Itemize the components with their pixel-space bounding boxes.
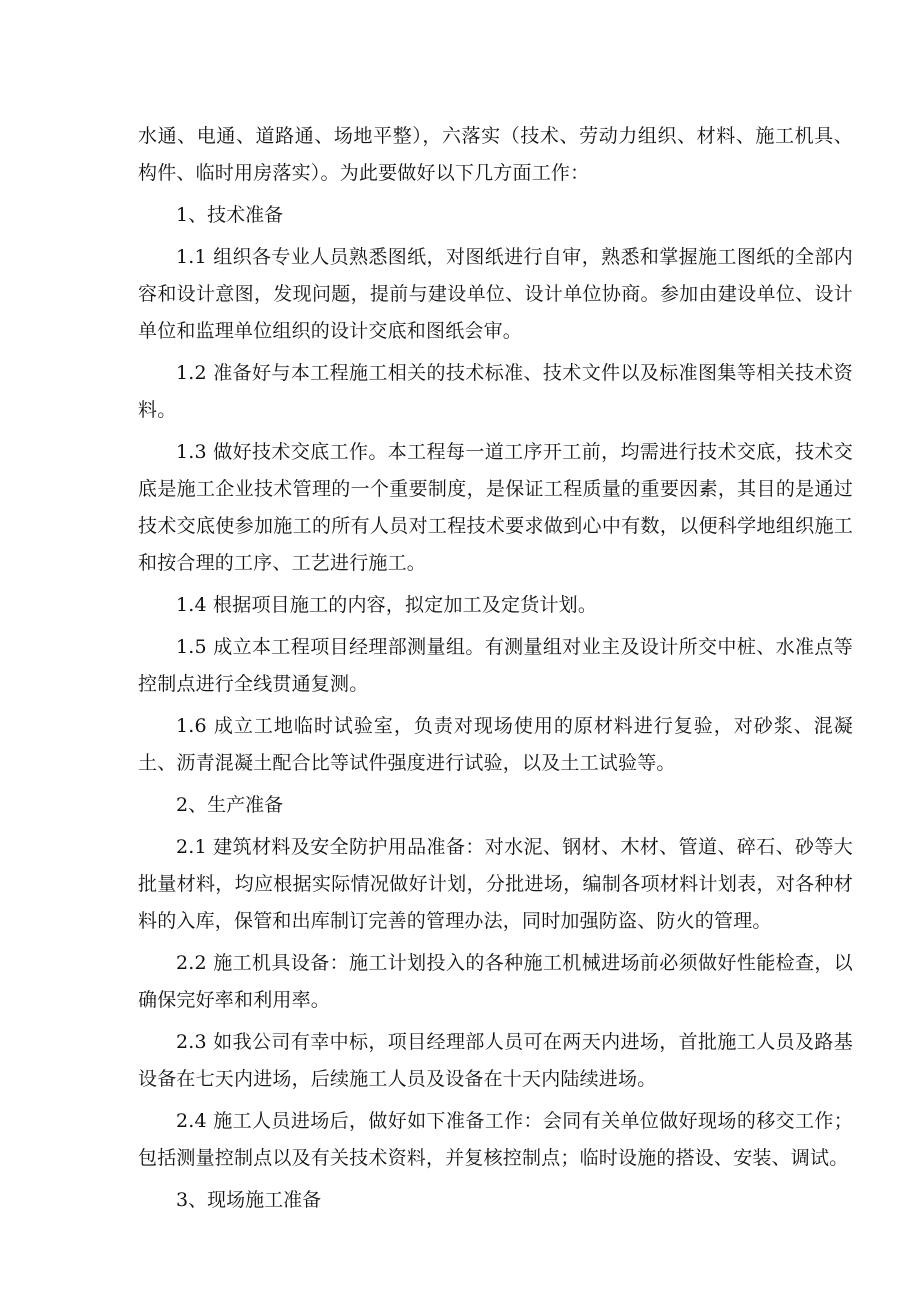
paragraph-2-4: 2.4 施工人员进场后，做好如下准备工作：会同有关单位做好现场的移交工作；包括测量控制点以及有关技术资料，并复核控制点；临时设施的搭设、安装、调试。 bbox=[138, 1110, 853, 1169]
paragraph-1-6: 1.6 成立工地临时试验室，负责对现场使用的原材料进行复验，对砂浆、混凝土、沥青混凝土配合比等试件强度进行试验，以及土工试验等。 bbox=[138, 715, 853, 774]
section-heading-technical-prep: 1、技术准备 bbox=[176, 204, 284, 226]
paragraph-1-1: 1.1 组织各专业人员熟悉图纸，对图纸进行自审，熟悉和掌握施工图纸的全部内容和设计意图，发现问题，提前与建设单位、设计单位协商。参加由建设单位、设计单位和监理单位组织的设计交底和图纸会审。 bbox=[138, 246, 853, 342]
paragraph-continuation: 水通、电通、道路通、场地平整），六落实（技术、劳动力组织、材料、施工机具、构件、临时用房落实）。为此要做好以下几方面工作： bbox=[138, 125, 853, 184]
section-heading-site-prep: 3、现场施工准备 bbox=[176, 1189, 322, 1211]
paragraph-2-1: 2.1 建筑材料及安全防护用品准备：对水泥、钢材、木材、管道、碎石、砂等大批量材料，均应根据实际情况做好计划，分批进场，编制各项材料计划表，对各种材料的入库，保管和出库制订完善的管理办法，同时加强防盗、防火的管理。 bbox=[138, 836, 853, 932]
document-body bbox=[138, 118, 853, 1219]
paragraph-2-3: 2.3 如我公司有幸中标，项目经理部人员可在两天内进场，首批施工人员及路基设备在七天内进场，后续施工人员及设备在十天内陆续进场。 bbox=[138, 1031, 853, 1090]
paragraph-1-4: 1.4 根据项目施工的内容，拟定加工及定货计划。 bbox=[176, 594, 598, 616]
paragraph-1-2: 1.2 准备好与本工程施工相关的技术标准、技术文件以及标准图集等相关技术资料。 bbox=[138, 362, 853, 421]
paragraph-2-2: 2.2 施工机具设备：施工计划投入的各种施工机械进场前必须做好性能检查，以确保完好率和利用率。 bbox=[138, 952, 853, 1011]
section-heading-production-prep: 2、生产准备 bbox=[176, 794, 284, 816]
paragraph-1-5: 1.5 成立本工程项目经理部测量组。有测量组对业主及设计所交中桩、水准点等控制点进行全线贯通复测。 bbox=[138, 636, 853, 695]
paragraph-1-3: 1.3 做好技术交底工作。本工程每一道工序开工前，均需进行技术交底，技术交底是施工企业技术管理的一个重要制度，是保证工程质量的重要因素，其目的是通过技术交底使参加施工的所有人员对工程技术要求做到心中有数，以便科学地组织施工和按合理的工序、工艺进行施工。 bbox=[138, 441, 853, 574]
